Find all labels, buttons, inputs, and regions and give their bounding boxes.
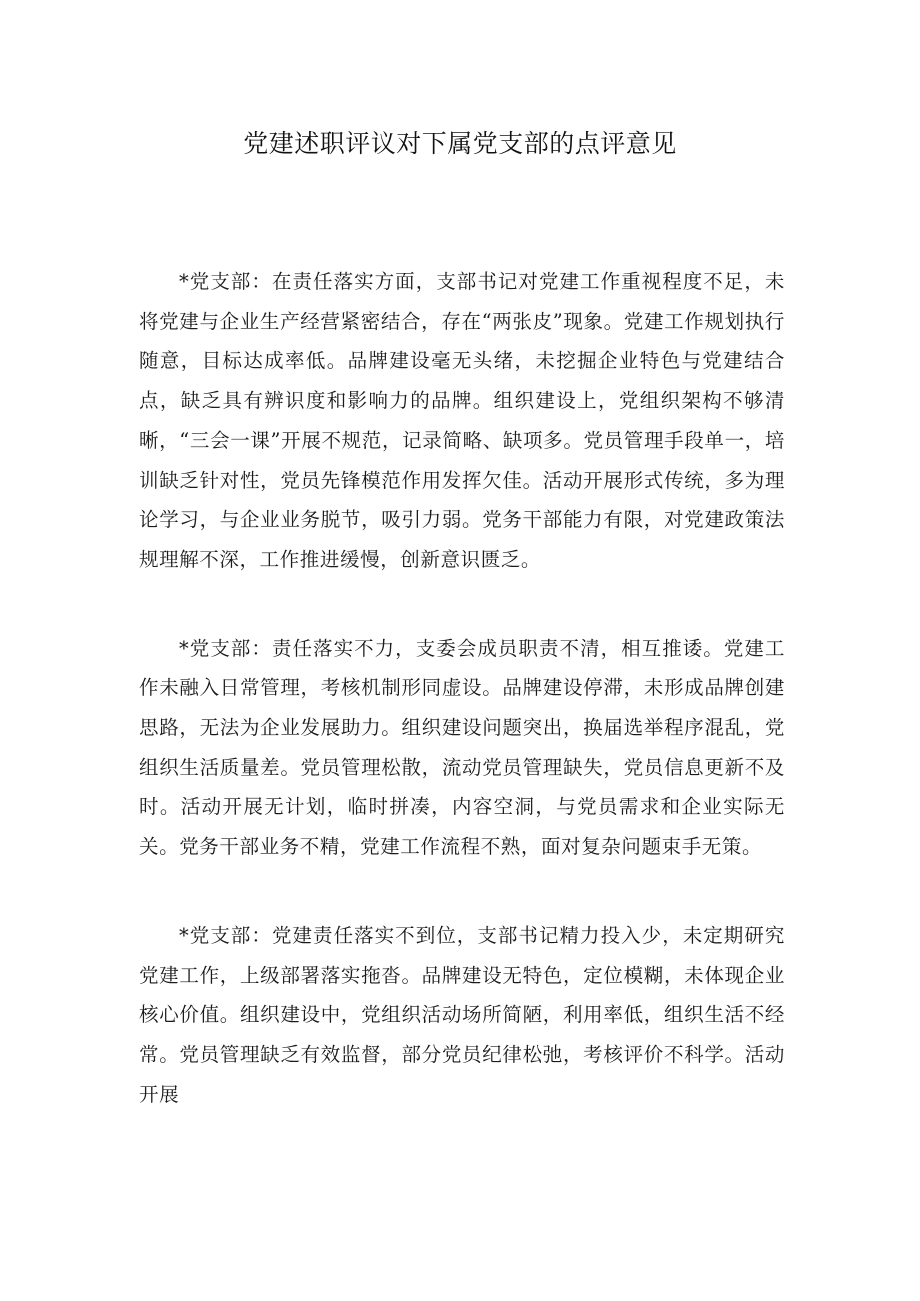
document-title: 党建述职评议对下属党支部的点评意见 [243, 129, 677, 158]
paragraph-1: *党支部：在责任落实方面，支部书记对党建工作重视程度不足，未将党建与企业生产经营紧密结合，存在“两张皮”现象。党建工作规划执行随意，目标达成率低。品牌建设毫无头绪，未挖掘企业特色与党建结合点，缺乏具有辨识度和影响力的品牌。组织建设上，党组织架构不够清晰，“三会一课”开展不规范，记录简略、缺项多。党员管理手段单一，培训缺乏针对性，党员先锋模范作用发挥欠佳。活动开展形式传统，多为理论学习，与企业业务脱节，吸引力弱。党务干部能力有限，对党建政策法规理解不深，工作推进缓慢，创新意识匮乏。 [139, 270, 785, 571]
paragraph-3: *党支部：党建责任落实不到位，支部书记精力投入少，未定期研究党建工作，上级部署落实拖沓。品牌建设无特色，定位模糊，未体现企业核心价值。组织建设中，党组织活动场所简陋，利用率低，组织生活不经常。党员管理缺乏有效监督，部分党员纪律松弛，考核评价不科学。活动开展 [139, 923, 785, 1106]
paragraph-2: *党支部：责任落实不力，支委会成员职责不清，相互推诿。党建工作未融入日常管理，考核机制形同虚设。品牌建设停滞，未形成品牌创建思路，无法为企业发展助力。组织建设问题突出，换届选举程序混乱，党组织生活质量差。党员管理松散，流动党员管理缺失，党员信息更新不及时。活动开展无计划，临时拼凑，内容空洞，与党员需求和企业实际无关。党务干部业务不精，党建工作流程不熟，面对复杂问题束手无策。 [139, 636, 785, 859]
document-body [139, 262, 785, 1163]
